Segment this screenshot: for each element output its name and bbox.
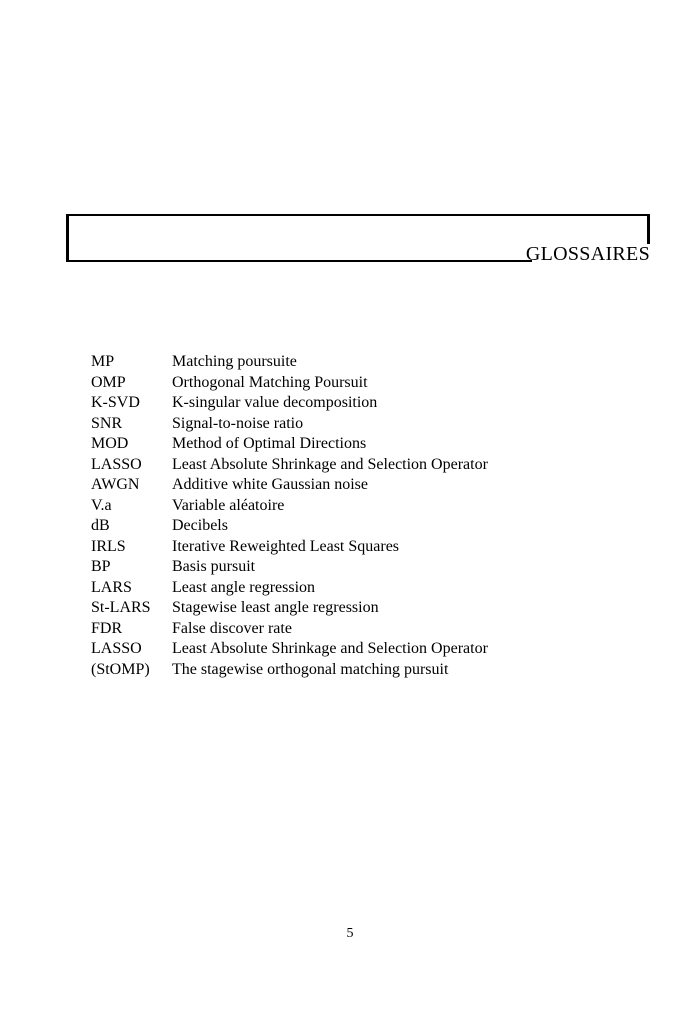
glossary-abbreviation: BP <box>91 558 111 575</box>
glossary-abbreviation: MOD <box>91 435 129 452</box>
glossary-definition: Stagewise least angle regression <box>172 599 379 616</box>
glossary-definition: Signal-to-noise ratio <box>172 414 304 432</box>
glossary-definition: Least Absolute Shrinkage and Selection Operator <box>172 455 488 473</box>
glossary-row <box>91 475 488 496</box>
header-rule-bottom <box>66 260 532 262</box>
glossary-definition: Iterative Reweighted Least Squares <box>172 537 400 555</box>
glossary-row <box>91 557 488 578</box>
glossary-row <box>91 496 488 517</box>
glossary-abbreviation: LASSO <box>91 640 142 657</box>
glossary-abbreviation: FDR <box>91 619 123 637</box>
glossary-table <box>91 352 488 680</box>
glossary-abbreviation: MP <box>91 353 115 370</box>
glossary-abbreviation: SNR <box>91 414 123 432</box>
glossary-row <box>91 639 488 660</box>
glossary-abbreviation: (StOMP) <box>91 660 150 678</box>
glossary-definition: Basis pursuit <box>172 558 256 575</box>
glossary-definition: Additive white Gaussian noise <box>172 476 368 493</box>
glossary-abbreviation: St-LARS <box>91 599 151 616</box>
glossary-row <box>91 393 488 414</box>
glossary-row <box>91 516 488 537</box>
glossary-definition: K-singular value decomposition <box>172 394 378 411</box>
glossary-definition: Orthogonal Matching Poursuit <box>172 373 368 391</box>
glossary-abbreviation: LASSO <box>91 455 142 473</box>
glossary-definition: Matching poursuite <box>172 353 297 370</box>
glossary-abbreviation: V.a <box>91 496 112 514</box>
glossary-row <box>91 619 488 640</box>
glossary-row <box>91 373 488 394</box>
glossary-row <box>91 537 488 558</box>
glossary-definition: Method of Optimal Directions <box>172 435 367 452</box>
chapter-header <box>66 214 650 265</box>
glossary-abbreviation: dB <box>91 517 110 534</box>
glossary-row <box>91 414 488 435</box>
glossary-row <box>91 455 488 476</box>
glossary-abbreviation: K-SVD <box>91 394 140 411</box>
glossary-row <box>91 352 488 373</box>
page-number: 5 <box>346 926 354 941</box>
glossary-definition: False discover rate <box>172 619 292 637</box>
glossary-definition: Decibels <box>172 517 228 534</box>
glossary-abbreviation: IRLS <box>91 537 126 555</box>
header-rule-right <box>647 214 650 244</box>
glossary-definition: Least angle regression <box>172 578 316 596</box>
glossary-row <box>91 660 488 681</box>
chapter-title: GLOSSAIRES <box>525 243 650 265</box>
glossary-abbreviation: AWGN <box>91 476 140 493</box>
header-rule-top <box>66 214 650 216</box>
glossary-definition: Variable aléatoire <box>172 496 285 514</box>
glossary-row <box>91 598 488 619</box>
glossary-definition: The stagewise orthogonal matching pursuit <box>172 660 449 678</box>
header-rule-left <box>66 214 69 262</box>
glossary-row <box>91 578 488 599</box>
glossary-abbreviation: OMP <box>91 373 126 391</box>
glossary-row <box>91 434 488 455</box>
glossary-abbreviation: LARS <box>91 578 132 596</box>
glossary-definition: Least Absolute Shrinkage and Selection Operator <box>172 640 488 657</box>
